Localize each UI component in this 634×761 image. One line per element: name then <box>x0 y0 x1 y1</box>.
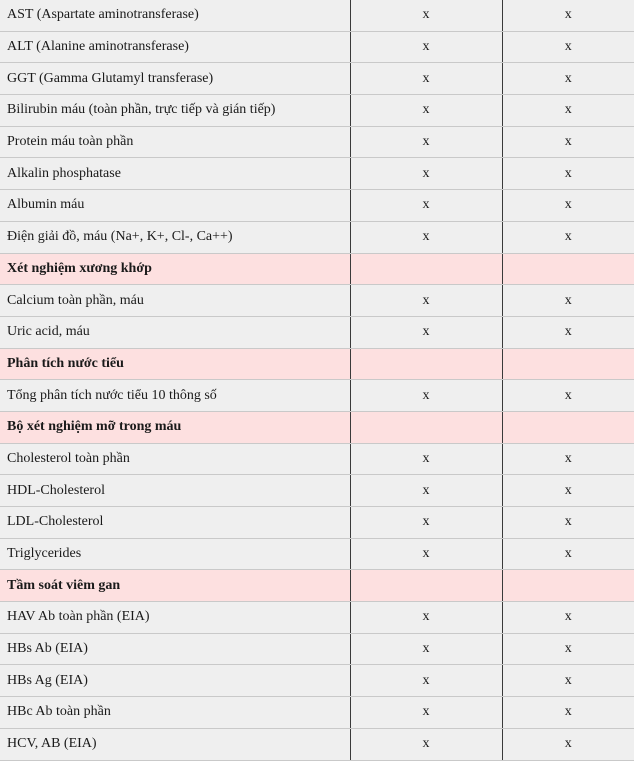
package-2-mark-cell: x <box>502 158 634 190</box>
test-name-cell: Cholesterol toàn phần <box>0 443 350 475</box>
test-name-cell: HBs Ab (EIA) <box>0 633 350 665</box>
package-2-mark-cell: x <box>502 443 634 475</box>
table-row <box>0 221 634 253</box>
package-1-mark-cell: x <box>350 602 502 634</box>
section-header-row <box>0 411 634 443</box>
table-row <box>0 380 634 412</box>
test-name-cell: Protein máu toàn phần <box>0 126 350 158</box>
package-1-mark-cell: x <box>350 158 502 190</box>
package-2-mark-cell: x <box>502 190 634 222</box>
package-1-mark-cell: x <box>350 221 502 253</box>
package-1-mark-cell <box>350 570 502 602</box>
package-2-mark-cell: x <box>502 316 634 348</box>
package-1-mark-cell: x <box>350 0 502 31</box>
package-2-mark-cell: x <box>502 697 634 729</box>
package-1-mark-cell: x <box>350 95 502 127</box>
package-2-mark-cell: x <box>502 126 634 158</box>
table-row <box>0 728 634 760</box>
test-name-cell: Calcium toàn phần, máu <box>0 285 350 317</box>
package-1-mark-cell: x <box>350 728 502 760</box>
section-title: Bộ xét nghiệm mỡ trong máu <box>0 411 350 443</box>
table-row <box>0 31 634 63</box>
test-name-cell: HAV Ab toàn phần (EIA) <box>0 602 350 634</box>
section-header-row <box>0 570 634 602</box>
table-row <box>0 190 634 222</box>
test-name-cell: Bilirubin máu (toàn phần, trực tiếp và gián tiếp) <box>0 95 350 127</box>
package-2-mark-cell: x <box>502 380 634 412</box>
section-title: Xét nghiệm xương khớp <box>0 253 350 285</box>
test-name-cell: LDL-Cholesterol <box>0 507 350 539</box>
test-name-cell: HBc Ab toàn phần <box>0 697 350 729</box>
package-1-mark-cell <box>350 411 502 443</box>
test-name-cell: HCV, AB (EIA) <box>0 728 350 760</box>
table-row <box>0 697 634 729</box>
section-title: Phân tích nước tiểu <box>0 348 350 380</box>
package-1-mark-cell: x <box>350 697 502 729</box>
package-2-mark-cell: x <box>502 31 634 63</box>
table-row <box>0 285 634 317</box>
package-2-mark-cell <box>502 570 634 602</box>
package-2-mark-cell: x <box>502 63 634 95</box>
test-name-cell: AST (Aspartate aminotransferase) <box>0 0 350 31</box>
package-1-mark-cell: x <box>350 538 502 570</box>
package-2-mark-cell: x <box>502 285 634 317</box>
package-2-mark-cell: x <box>502 665 634 697</box>
table-row <box>0 0 634 31</box>
test-name-cell: Uric acid, máu <box>0 316 350 348</box>
package-1-mark-cell: x <box>350 633 502 665</box>
package-2-mark-cell <box>502 348 634 380</box>
test-name-cell: Albumin máu <box>0 190 350 222</box>
table-row <box>0 95 634 127</box>
package-1-mark-cell: x <box>350 190 502 222</box>
package-1-mark-cell: x <box>350 443 502 475</box>
table-row <box>0 665 634 697</box>
package-2-mark-cell: x <box>502 602 634 634</box>
package-2-mark-cell: x <box>502 507 634 539</box>
table-row <box>0 316 634 348</box>
test-name-cell: HBs Ag (EIA) <box>0 665 350 697</box>
table-row <box>0 507 634 539</box>
package-1-mark-cell: x <box>350 285 502 317</box>
package-1-mark-cell: x <box>350 63 502 95</box>
table-row <box>0 63 634 95</box>
package-2-mark-cell <box>502 411 634 443</box>
package-1-mark-cell: x <box>350 316 502 348</box>
package-1-mark-cell: x <box>350 475 502 507</box>
section-header-row <box>0 348 634 380</box>
test-name-cell: Điện giải đồ, máu (Na+, K+, Cl-, Ca++) <box>0 221 350 253</box>
table-row <box>0 602 634 634</box>
section-header-row <box>0 253 634 285</box>
package-1-mark-cell: x <box>350 380 502 412</box>
package-2-mark-cell <box>502 253 634 285</box>
table-row <box>0 158 634 190</box>
package-1-mark-cell: x <box>350 31 502 63</box>
test-name-cell: GGT (Gamma Glutamyl transferase) <box>0 63 350 95</box>
test-name-cell: ALT (Alanine aminotransferase) <box>0 31 350 63</box>
test-name-cell: HDL-Cholesterol <box>0 475 350 507</box>
package-1-mark-cell: x <box>350 126 502 158</box>
package-2-mark-cell: x <box>502 95 634 127</box>
package-2-mark-cell: x <box>502 475 634 507</box>
test-name-cell: Triglycerides <box>0 538 350 570</box>
package-2-mark-cell: x <box>502 221 634 253</box>
section-title: Tầm soát viêm gan <box>0 570 350 602</box>
package-2-mark-cell: x <box>502 0 634 31</box>
package-2-mark-cell: x <box>502 538 634 570</box>
table-row <box>0 633 634 665</box>
table-row <box>0 443 634 475</box>
package-1-mark-cell <box>350 253 502 285</box>
package-1-mark-cell: x <box>350 507 502 539</box>
test-name-cell: Alkalin phosphatase <box>0 158 350 190</box>
test-name-cell: Tổng phân tích nước tiểu 10 thông số <box>0 380 350 412</box>
package-2-mark-cell: x <box>502 633 634 665</box>
package-1-mark-cell <box>350 348 502 380</box>
table-row <box>0 126 634 158</box>
package-2-mark-cell: x <box>502 728 634 760</box>
table-row <box>0 475 634 507</box>
package-1-mark-cell: x <box>350 665 502 697</box>
table-row <box>0 538 634 570</box>
